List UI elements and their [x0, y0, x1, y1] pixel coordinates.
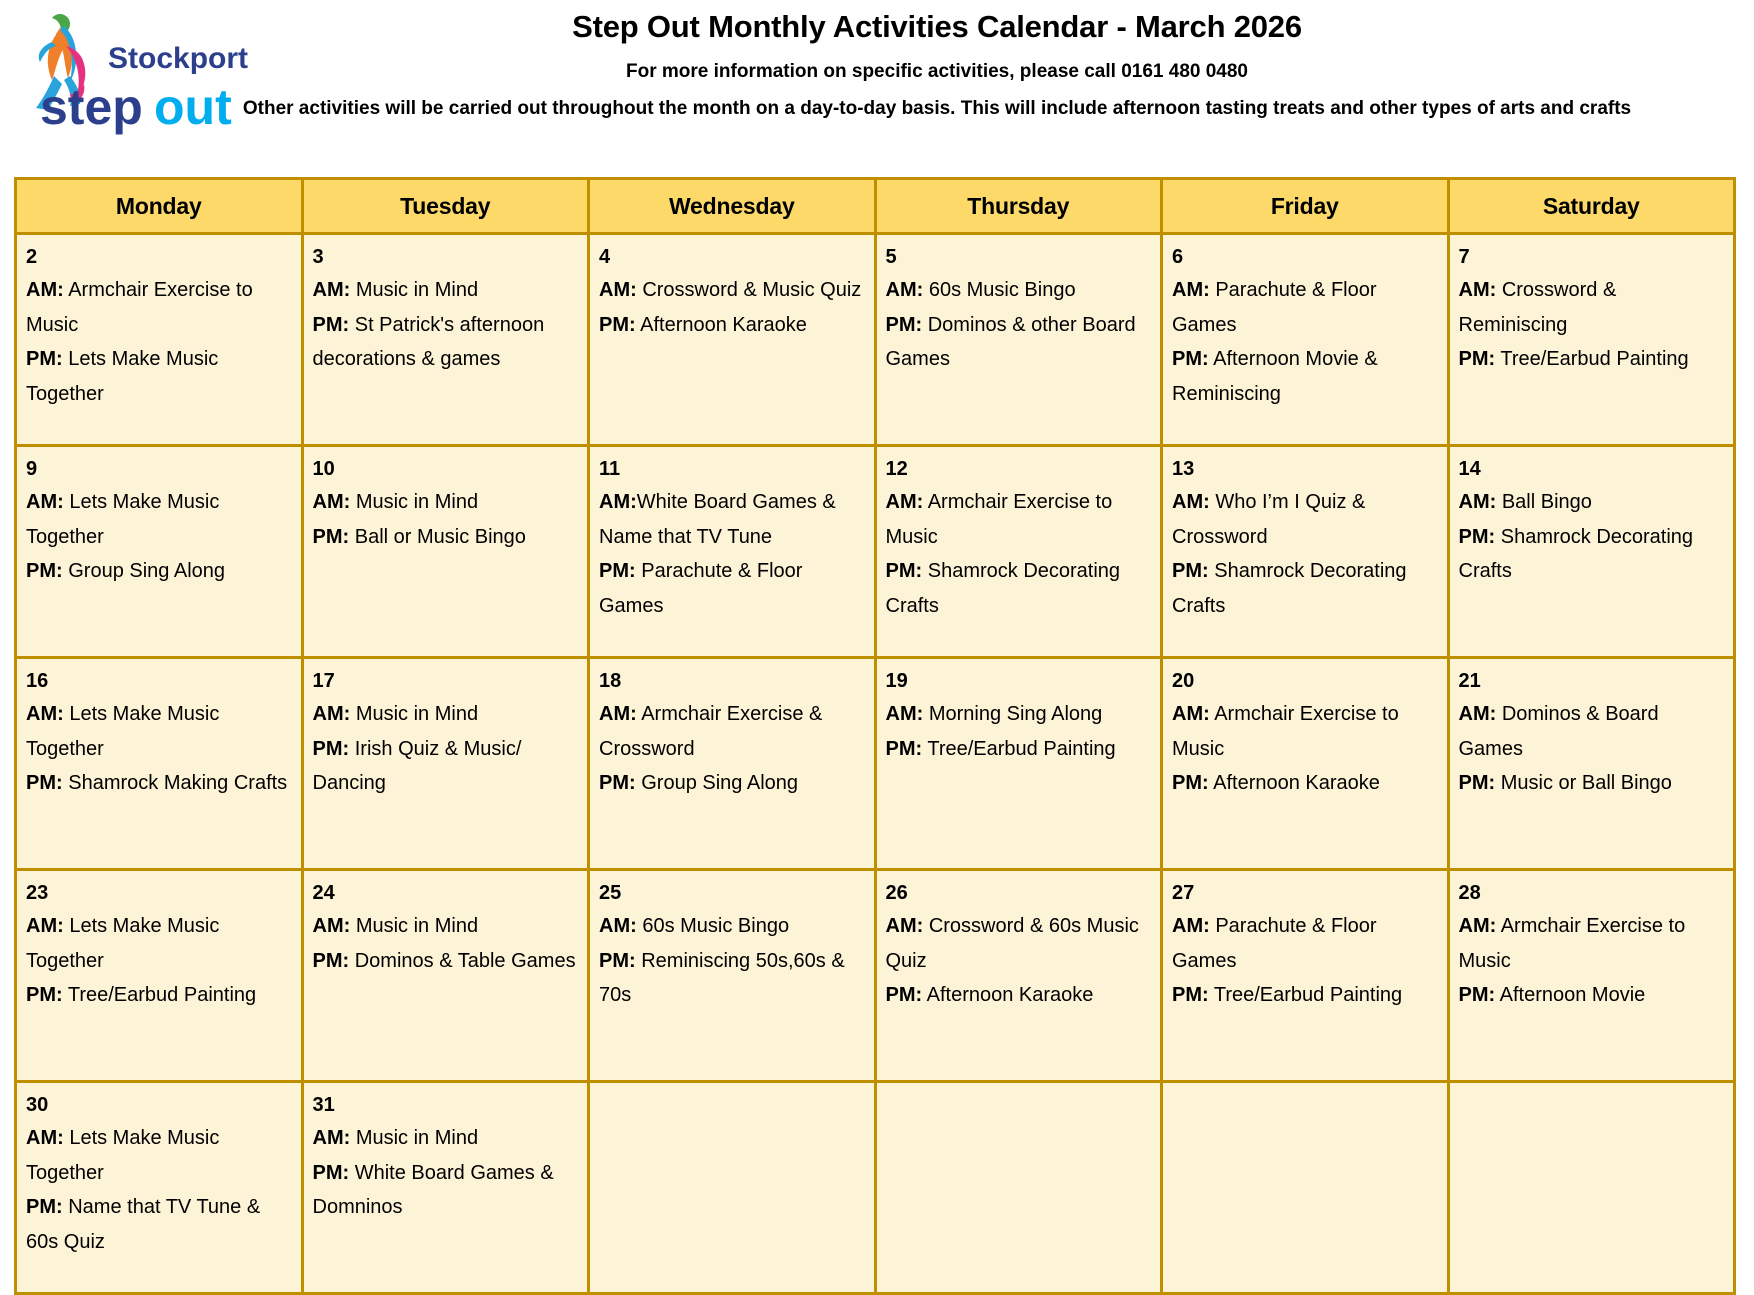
pm-label: PM:: [1458, 525, 1496, 548]
day-number: 12: [885, 458, 908, 480]
calendar-day-cell-16[interactable]: [16, 658, 303, 870]
am-activity: [1459, 485, 1725, 520]
day-number: 16: [26, 670, 49, 692]
am-label: AM:: [26, 915, 64, 937]
am-activity-text: Lets Make Music Together: [26, 491, 220, 548]
pm-activity: [599, 554, 865, 623]
pm-activity: [1172, 978, 1438, 1013]
am-activity: [886, 697, 1152, 732]
pm-activity-text: Parachute & Floor Games: [599, 560, 803, 617]
day-number: 30: [26, 1094, 49, 1116]
page-header: [0, 0, 1754, 160]
calendar-day-cell-4[interactable]: [589, 234, 876, 446]
am-label: AM:: [1458, 279, 1497, 301]
am-activity-text: Armchair Exercise to Music: [1458, 915, 1686, 972]
am-activity: [599, 273, 865, 308]
day-number: 24: [312, 882, 335, 904]
am-activity: [599, 909, 865, 944]
calendar-day-cell-13[interactable]: [1162, 446, 1449, 658]
am-label: AM:: [26, 279, 64, 301]
am-activity: [886, 273, 1152, 308]
calendar-day-cell-3[interactable]: [302, 234, 589, 446]
am-activity: [313, 273, 579, 308]
pm-activity-text: Dominos & Table Games: [349, 949, 576, 972]
day-number: 25: [599, 882, 622, 904]
day-number: 28: [1458, 882, 1481, 904]
contact-subtitle: For more information on specific activities, please call 0161 480 0480: [626, 61, 1248, 83]
am-activity-text: Armchair Exercise to Music: [1172, 703, 1399, 760]
pm-label: PM:: [885, 984, 923, 1007]
pm-label: PM:: [312, 1161, 350, 1184]
calendar-week-row: [16, 234, 1735, 446]
am-activity: [599, 485, 865, 554]
pm-label: PM:: [885, 313, 923, 336]
am-activity: [1459, 273, 1725, 342]
am-activity-text: Music in Mind: [350, 703, 479, 725]
am-activity-text: Music in Mind: [350, 491, 479, 513]
pm-label: PM:: [599, 560, 636, 583]
am-activity-text: Armchair Exercise & Crossword: [599, 703, 823, 760]
calendar-day-cell-26[interactable]: [875, 870, 1162, 1082]
calendar-day-cell-10[interactable]: [302, 446, 589, 658]
calendar-day-cell-empty: [1162, 1082, 1449, 1294]
day-number: 2: [26, 246, 38, 268]
pm-label: PM:: [1458, 348, 1496, 371]
day-number: 6: [1172, 246, 1184, 268]
pm-activity: [1459, 766, 1725, 801]
calendar-day-cell-25[interactable]: [589, 870, 876, 1082]
am-activity: [1172, 485, 1438, 554]
am-activity-text: Ball Bingo: [1496, 491, 1592, 513]
am-label: AM:: [885, 915, 924, 937]
pm-activity: [886, 308, 1152, 377]
pm-activity: [1172, 554, 1438, 623]
am-activity-text: Lets Make Music Together: [26, 915, 220, 972]
pm-label: PM:: [26, 984, 63, 1007]
calendar-body: [16, 234, 1735, 1294]
am-activity-text: Armchair Exercise to Music: [885, 491, 1113, 548]
day-number: 18: [599, 670, 622, 692]
am-activity: [26, 1121, 292, 1190]
am-activity-text: Crossword & 60s Music Quiz: [885, 915, 1139, 972]
pm-label: PM:: [1458, 984, 1496, 1007]
calendar-day-cell-18[interactable]: [589, 658, 876, 870]
calendar-day-cell-30[interactable]: [16, 1082, 303, 1294]
am-activity-text: 60s Music Bingo: [923, 279, 1076, 301]
am-activity: [1459, 909, 1725, 978]
am-label: AM:: [1172, 703, 1210, 725]
pm-activity: [1459, 978, 1725, 1013]
pm-activity-text: Afternoon Movie: [1495, 984, 1646, 1007]
am-activity: [313, 1121, 579, 1156]
calendar-day-cell-6[interactable]: [1162, 234, 1449, 446]
day-number: 9: [26, 458, 38, 480]
am-label: AM:: [312, 703, 351, 725]
am-activity: [599, 697, 865, 766]
calendar-day-cell-5[interactable]: [875, 234, 1162, 446]
pm-activity-text: Shamrock Decorating Crafts: [1172, 560, 1407, 617]
calendar-day-cell-empty: [1448, 1082, 1735, 1294]
day-number: 14: [1458, 458, 1481, 480]
am-activity-text: Who I’m I Quiz & Crossword: [1172, 491, 1366, 548]
activities-calendar: [14, 177, 1736, 1295]
pm-activity: [1459, 520, 1725, 589]
day-number: 5: [885, 246, 897, 268]
calendar-day-cell-9[interactable]: [16, 446, 303, 658]
pm-activity-text: Name that TV Tune & 60s Quiz: [26, 1196, 261, 1253]
logo-word-out: out: [154, 79, 232, 135]
header-text-block: [180, 0, 1694, 123]
am-activity-text: Crossword & Music Quiz: [636, 279, 862, 301]
am-activity: [886, 909, 1152, 978]
pm-label: PM:: [26, 560, 63, 583]
calendar-week-row: [16, 446, 1735, 658]
pm-activity: [26, 978, 292, 1013]
am-label: AM:: [26, 703, 64, 725]
am-activity: [26, 909, 292, 978]
pm-activity-text: Lets Make Music Together: [26, 348, 219, 405]
pm-label: PM:: [1172, 772, 1209, 795]
pm-activity-text: Group Sing Along: [62, 560, 226, 583]
pm-activity: [1172, 766, 1438, 801]
am-activity: [886, 485, 1152, 554]
pm-label: PM:: [312, 949, 350, 972]
pm-activity: [313, 308, 579, 377]
am-activity-text: Dominos & Board Games: [1458, 703, 1659, 760]
pm-activity: [599, 944, 865, 1013]
pm-activity-text: Tree/Earbud Painting: [922, 737, 1116, 760]
calendar-week-row: [16, 658, 1735, 870]
pm-activity: [1172, 342, 1438, 411]
pm-activity: [313, 1156, 579, 1225]
pm-activity-text: Afternoon Karaoke: [635, 313, 807, 336]
pm-activity: [886, 732, 1152, 767]
pm-activity-text: Dominos & other Board Games: [885, 313, 1136, 371]
day-number: 11: [599, 458, 621, 480]
am-label: AM:: [885, 703, 924, 725]
am-activity: [1459, 697, 1725, 766]
weekday-header-wednesday: Wednesday: [589, 179, 876, 234]
am-activity-text: Music in Mind: [350, 915, 479, 937]
am-activity-text: Morning Sing Along: [923, 703, 1103, 725]
am-label: AM:: [599, 703, 637, 725]
weekday-header-row: [16, 179, 1735, 234]
pm-label: PM:: [885, 560, 923, 583]
am-activity: [313, 697, 579, 732]
am-label: AM:: [599, 491, 637, 513]
calendar-day-cell-20[interactable]: [1162, 658, 1449, 870]
pm-label: PM:: [1172, 348, 1209, 371]
am-activity: [1172, 273, 1438, 342]
pm-activity-text: St Patrick's afternoon decorations & games: [312, 313, 545, 371]
am-label: AM:: [26, 1127, 64, 1149]
am-label: AM:: [599, 279, 637, 301]
calendar-day-cell-24[interactable]: [302, 870, 589, 1082]
pm-activity: [26, 1190, 292, 1259]
pm-activity-text: Shamrock Making Crafts: [62, 772, 288, 795]
am-activity: [1172, 697, 1438, 766]
weekday-header-monday: Monday: [16, 179, 303, 234]
pm-activity: [313, 520, 579, 555]
calendar-day-cell-31[interactable]: [302, 1082, 589, 1294]
weekday-header-friday: Friday: [1162, 179, 1449, 234]
day-number: 3: [312, 246, 324, 268]
am-activity: [26, 697, 292, 766]
pm-label: PM:: [1172, 560, 1209, 583]
am-activity-text: Armchair Exercise to Music: [26, 279, 253, 336]
am-label: AM:: [1172, 491, 1210, 513]
logo-word-stockport: Stockport: [108, 42, 249, 75]
pm-label: PM:: [26, 1196, 63, 1219]
am-label: AM:: [1458, 915, 1497, 937]
pm-activity-text: Irish Quiz & Music/ Dancing: [312, 737, 522, 795]
calendar-day-cell-23[interactable]: [16, 870, 303, 1082]
am-activity-text: 60s Music Bingo: [636, 915, 790, 937]
am-activity-text: Music in Mind: [350, 279, 479, 301]
am-label: AM:: [1458, 491, 1497, 513]
calendar-day-cell-28[interactable]: [1448, 870, 1735, 1082]
pm-label: PM:: [599, 949, 636, 972]
calendar-day-cell-7[interactable]: [1448, 234, 1735, 446]
am-label: AM:: [312, 279, 351, 301]
calendar-day-cell-2[interactable]: [16, 234, 303, 446]
pm-activity: [886, 554, 1152, 623]
calendar-week-row: [16, 1082, 1735, 1294]
pm-activity: [313, 944, 579, 979]
day-number: 23: [26, 882, 49, 904]
pm-activity-text: Tree/Earbud Painting: [62, 984, 257, 1007]
pm-label: PM:: [26, 348, 63, 371]
pm-label: PM:: [599, 313, 636, 336]
pm-activity-text: Ball or Music Bingo: [349, 525, 526, 548]
am-label: AM:: [312, 1127, 351, 1149]
logo-word-step: step: [40, 79, 143, 135]
calendar-day-cell-17[interactable]: [302, 658, 589, 870]
calendar-week-row: [16, 870, 1735, 1082]
pm-activity-text: Afternoon Karaoke: [922, 984, 1094, 1007]
calendar-day-cell-14[interactable]: [1448, 446, 1735, 658]
pm-activity: [26, 554, 292, 589]
pm-activity-text: Afternoon Karaoke: [1208, 772, 1380, 795]
pm-activity: [26, 766, 292, 801]
pm-activity: [26, 342, 292, 411]
calendar-header-row: [16, 179, 1735, 234]
am-activity-text: Parachute & Floor Games: [1172, 915, 1377, 972]
am-label: AM:: [1172, 279, 1210, 301]
page-title: Step Out Monthly Activities Calendar - March 2026: [572, 9, 1302, 44]
weekday-header-tuesday: Tuesday: [302, 179, 589, 234]
am-activity-text: White Board Games & Name that TV Tune: [599, 491, 836, 548]
pm-label: PM:: [1458, 772, 1496, 795]
calendar-day-cell-empty: [589, 1082, 876, 1294]
am-activity: [313, 909, 579, 944]
pm-activity-text: Reminiscing 50s,60s & 70s: [599, 949, 845, 1007]
am-label: AM:: [312, 491, 351, 513]
day-number: 21: [1458, 670, 1481, 692]
pm-label: PM:: [312, 737, 350, 760]
pm-activity-text: Tree/Earbud Painting: [1495, 348, 1689, 371]
pm-activity-text: Afternoon Movie & Reminiscing: [1172, 348, 1378, 405]
day-number: 10: [312, 458, 335, 480]
am-activity-text: Music in Mind: [350, 1127, 479, 1149]
am-activity-text: Crossword & Reminiscing: [1458, 279, 1617, 336]
pm-label: PM:: [599, 772, 636, 795]
calendar-day-cell-19[interactable]: [875, 658, 1162, 870]
pm-activity: [599, 308, 865, 343]
pm-activity: [1459, 342, 1725, 377]
stockport-step-out-logo: [30, 6, 270, 146]
pm-label: PM:: [26, 772, 63, 795]
pm-activity-text: White Board Games & Domninos: [312, 1161, 554, 1219]
am-label: AM:: [1458, 703, 1497, 725]
pm-label: PM:: [1172, 984, 1209, 1007]
am-label: AM:: [1172, 915, 1210, 937]
day-number: 20: [1172, 670, 1195, 692]
weekday-header-thursday: Thursday: [875, 179, 1162, 234]
calendar-day-cell-21[interactable]: [1448, 658, 1735, 870]
calendar-day-cell-empty: [875, 1082, 1162, 1294]
am-label: AM:: [885, 279, 924, 301]
day-number: 26: [885, 882, 908, 904]
calendar-day-cell-11[interactable]: [589, 446, 876, 658]
day-number: 4: [599, 246, 611, 268]
pm-label: PM:: [312, 525, 350, 548]
pm-activity-text: Tree/Earbud Painting: [1208, 984, 1403, 1007]
pm-activity-text: Shamrock Decorating Crafts: [1458, 525, 1694, 583]
am-activity: [313, 485, 579, 520]
day-number: 7: [1458, 246, 1470, 268]
day-number: 27: [1172, 882, 1195, 904]
calendar-day-cell-12[interactable]: [875, 446, 1162, 658]
pm-label: PM:: [885, 737, 923, 760]
weekday-header-saturday: Saturday: [1448, 179, 1735, 234]
am-activity: [1172, 909, 1438, 978]
logo-svg: [30, 6, 270, 146]
pm-activity-text: Music or Ball Bingo: [1495, 772, 1672, 795]
general-note: Other activities will be carried out throughout the month on a day-to-day basis. This will include afternoon tasting treats and other types of arts and crafts: [242, 97, 1632, 119]
day-number: 13: [1172, 458, 1195, 480]
am-activity: [26, 273, 292, 342]
am-activity-text: Lets Make Music Together: [26, 703, 220, 760]
day-number: 31: [312, 1094, 335, 1116]
pm-activity: [599, 766, 865, 801]
am-activity: [26, 485, 292, 554]
am-activity-text: Lets Make Music Together: [26, 1127, 220, 1184]
pm-activity: [886, 978, 1152, 1013]
pm-label: PM:: [312, 313, 350, 336]
pm-activity: [313, 732, 579, 801]
am-activity-text: Parachute & Floor Games: [1172, 279, 1377, 336]
am-label: AM:: [312, 915, 351, 937]
day-number: 17: [312, 670, 335, 692]
am-label: AM:: [599, 915, 637, 937]
am-label: AM:: [885, 491, 924, 513]
calendar-day-cell-27[interactable]: [1162, 870, 1449, 1082]
day-number: 19: [885, 670, 908, 692]
pm-activity-text: Group Sing Along: [635, 772, 799, 795]
pm-activity-text: Shamrock Decorating Crafts: [885, 560, 1121, 617]
am-label: AM:: [26, 491, 64, 513]
